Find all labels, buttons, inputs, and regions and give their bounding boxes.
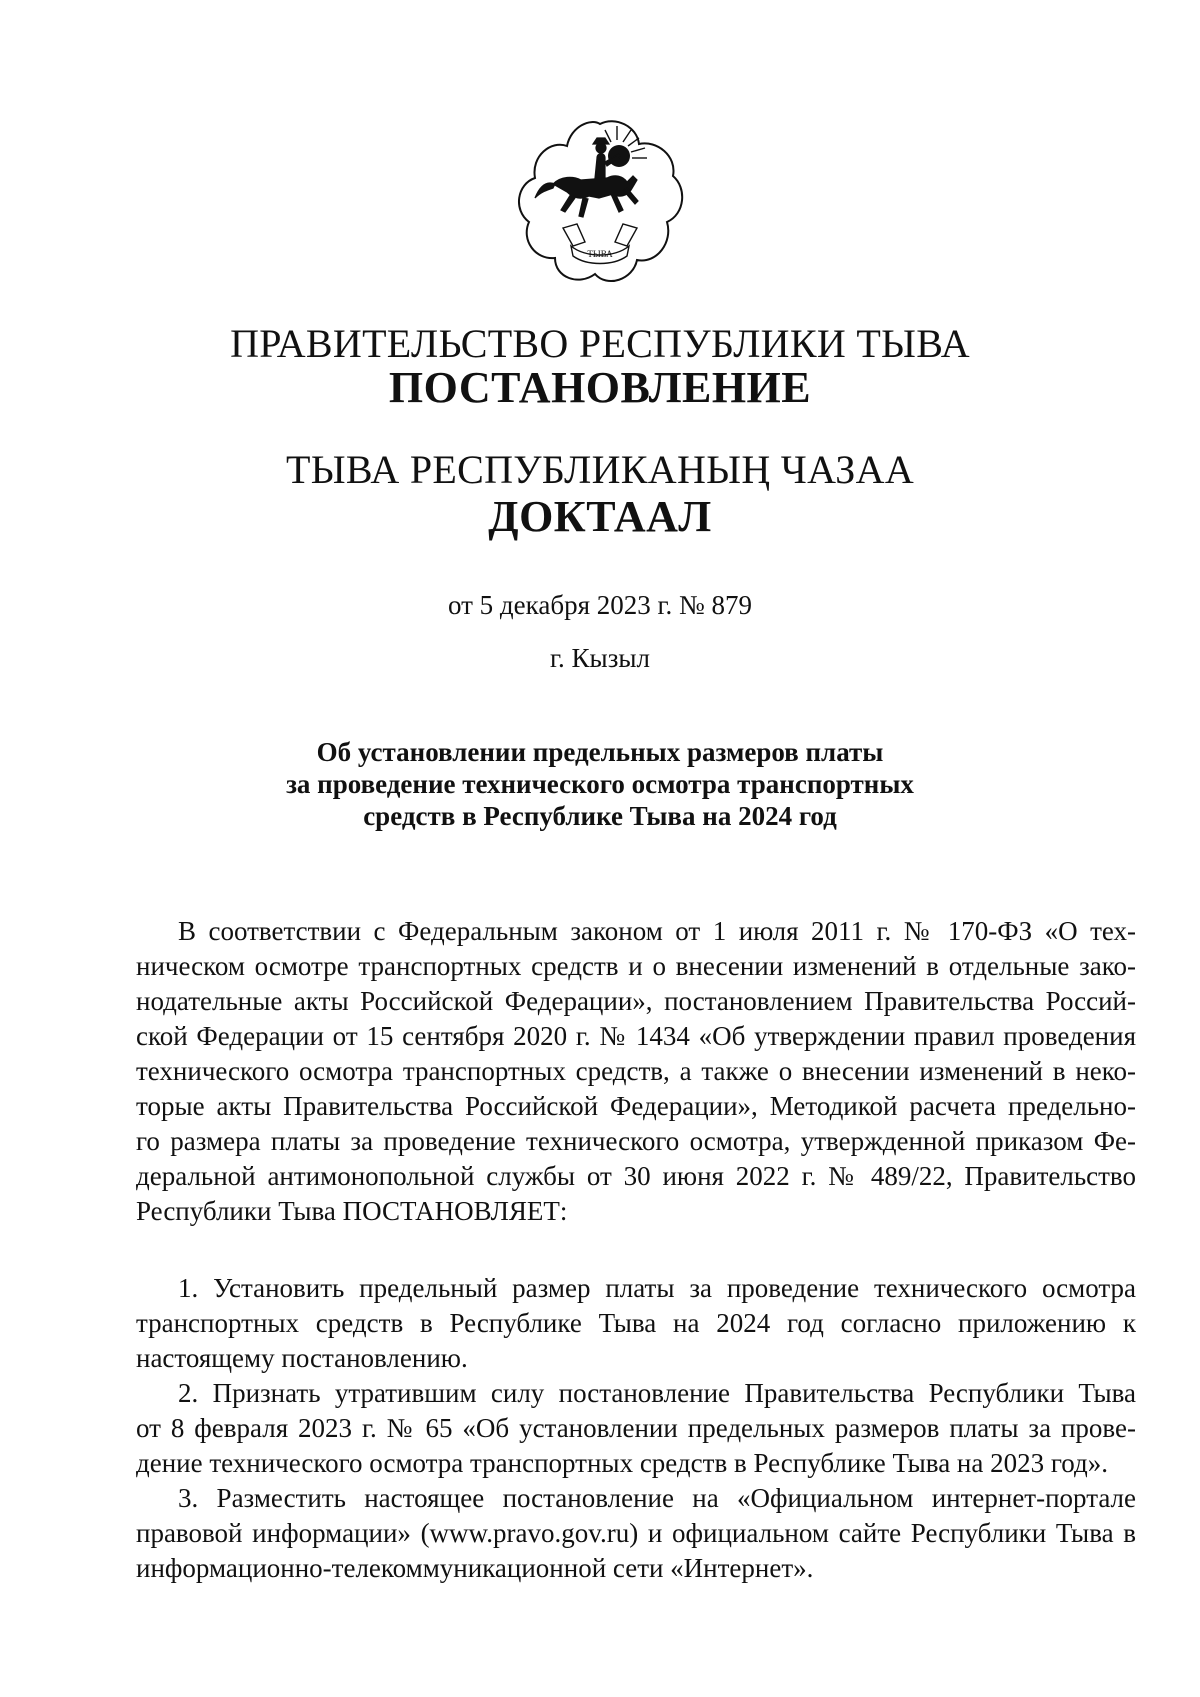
- government-title-tuvan: ТЫВА РЕСПУБЛИКАНЫҢ ЧАЗАА: [285, 447, 915, 492]
- preamble-line: ской Федерации от 15 сентября 2020 г. № 1434 «Об утверждении правил проведения: [136, 1021, 1136, 1051]
- document-subject: [200, 736, 1000, 832]
- clause-2-line: от 8 февраля 2023 г. № 65 «Об установлении предельных размеров платы за прове-: [136, 1413, 1136, 1443]
- document-date-number: от 5 декабря 2023 г. № 879: [447, 590, 753, 620]
- preamble-line: торые акты Правительства Российской Федерации», Методикой расчета предельно-: [136, 1091, 1136, 1121]
- clause-1-line: настоящему постановлению.: [136, 1343, 468, 1373]
- preamble-line: го размера платы за проведение технического осмотра, утвержденной приказом Фе-: [136, 1126, 1136, 1156]
- subject-line: средств в Республике Тыва на 2024 год: [363, 801, 837, 831]
- preamble-line: нодательные акты Российской Федерации», постановлением Правительства Россий-: [136, 986, 1136, 1016]
- preamble-line: В соответствии с Федеральным законом от 1 июля 2011 г. № 170-ФЗ «О тех-: [178, 916, 1136, 946]
- preamble-line: Республики Тыва ПОСТАНОВЛЯЕТ:: [136, 1196, 568, 1226]
- clauses-section: [136, 1271, 1136, 1586]
- emblem-ribbon-text: ТЫВА: [587, 249, 613, 259]
- preamble-line: технического осмотра транспортных средств, а также о внесении изменений в неко-: [136, 1056, 1136, 1086]
- document-city: г. Кызыл: [550, 643, 650, 673]
- clause-1-line: транспортных средств в Республике Тыва на 2024 год согласно приложению к: [136, 1308, 1136, 1338]
- document-type-title-tuvan: ДОКТААЛ: [488, 492, 712, 541]
- clause-2-line: дение технического осмотра транспортных средств в Республике Тыва на 2023 год».: [136, 1448, 1108, 1478]
- clause-2-line: 2. Признать утратившим силу постановление Правительства Республики Тыва: [178, 1378, 1136, 1408]
- document-type-title: ПОСТАНОВЛЕНИЕ: [388, 363, 812, 412]
- preamble-line: деральной антимонопольной службы от 30 июня 2022 г. № 489/22, Правительство: [136, 1161, 1136, 1191]
- clause-3-line: правовой информации» (www.pravo.gov.ru) и официальном сайте Республики Тыва в: [136, 1518, 1136, 1548]
- subject-line: за проведение технического осмотра транспортных: [286, 769, 914, 799]
- clause-3-line: 3. Разместить настоящее постановление на «Официальном интернет-портале: [178, 1483, 1136, 1513]
- clause-3-line: информационно-телекоммуникационной сети «Интернет».: [136, 1553, 814, 1583]
- government-title: ПРАВИТЕЛЬСТВО РЕСПУБЛИКИ ТЫВА: [230, 321, 970, 366]
- coat-of-arms-emblem: [515, 118, 685, 286]
- clause-1-line: 1. Установить предельный размер платы за проведение технического осмотра: [178, 1273, 1136, 1303]
- preamble-line: ническом осмотре транспортных средств и о внесении изменений в отдельные зако-: [136, 951, 1136, 981]
- preamble-paragraph: [136, 914, 1136, 1229]
- subject-line: Об установлении предельных размеров платы: [316, 737, 884, 767]
